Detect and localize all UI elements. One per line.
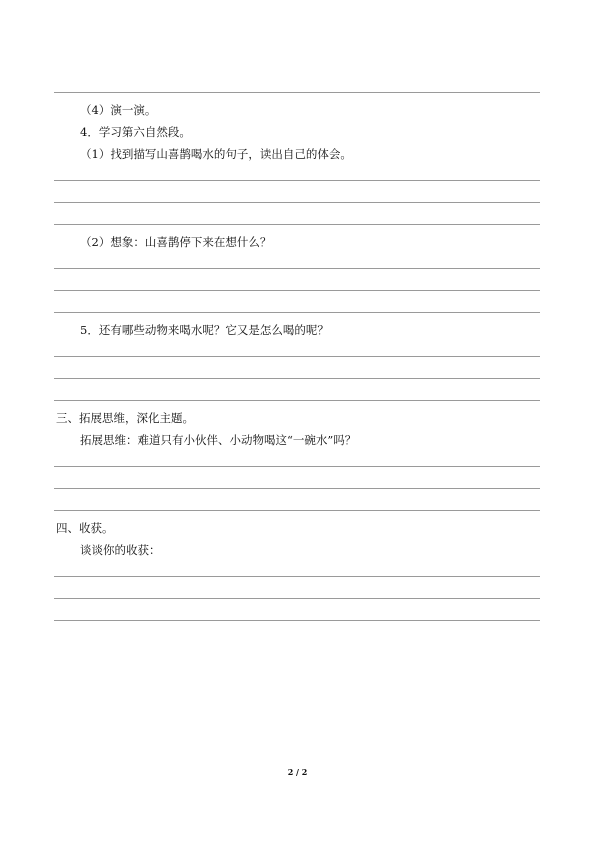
answer-line: [54, 180, 540, 181]
answer-line: [54, 378, 540, 379]
section-3-question: 拓展思维：难道只有小伙伴、小动物喝这“一碗水”吗？: [80, 433, 357, 447]
answer-line: [54, 290, 540, 291]
answer-line: [54, 400, 540, 401]
answer-line: [54, 312, 540, 313]
answer-line: [54, 92, 540, 93]
answer-line: [54, 576, 540, 577]
answer-line: [54, 202, 540, 203]
answer-line: [54, 466, 540, 467]
item-4-heading: 4．学习第六自然段。: [80, 125, 191, 139]
item-4-1-question: （1）找到描写山喜鹊喝水的句子，读出自己的体会。: [80, 147, 352, 161]
section-3-heading: 三、拓展思维，深化主题。: [56, 411, 194, 425]
item-act-out: （4）演一演。: [80, 103, 157, 117]
answer-line: [54, 620, 540, 621]
answer-line: [54, 356, 540, 357]
answer-line: [54, 488, 540, 489]
page-number: 2 / 2: [287, 767, 308, 777]
answer-line: [54, 268, 540, 269]
item-4-2-question: （2）想象：山喜鹊停下来在想什么？: [80, 235, 272, 249]
answer-line: [54, 224, 540, 225]
answer-line: [54, 598, 540, 599]
section-4-heading: 四、收获。: [56, 521, 114, 535]
answer-line: [54, 510, 540, 511]
section-4-prompt: 谈谈你的收获：: [80, 543, 161, 557]
item-5-question: 5．还有哪些动物来喝水呢？它又是怎么喝的呢？: [80, 323, 329, 337]
